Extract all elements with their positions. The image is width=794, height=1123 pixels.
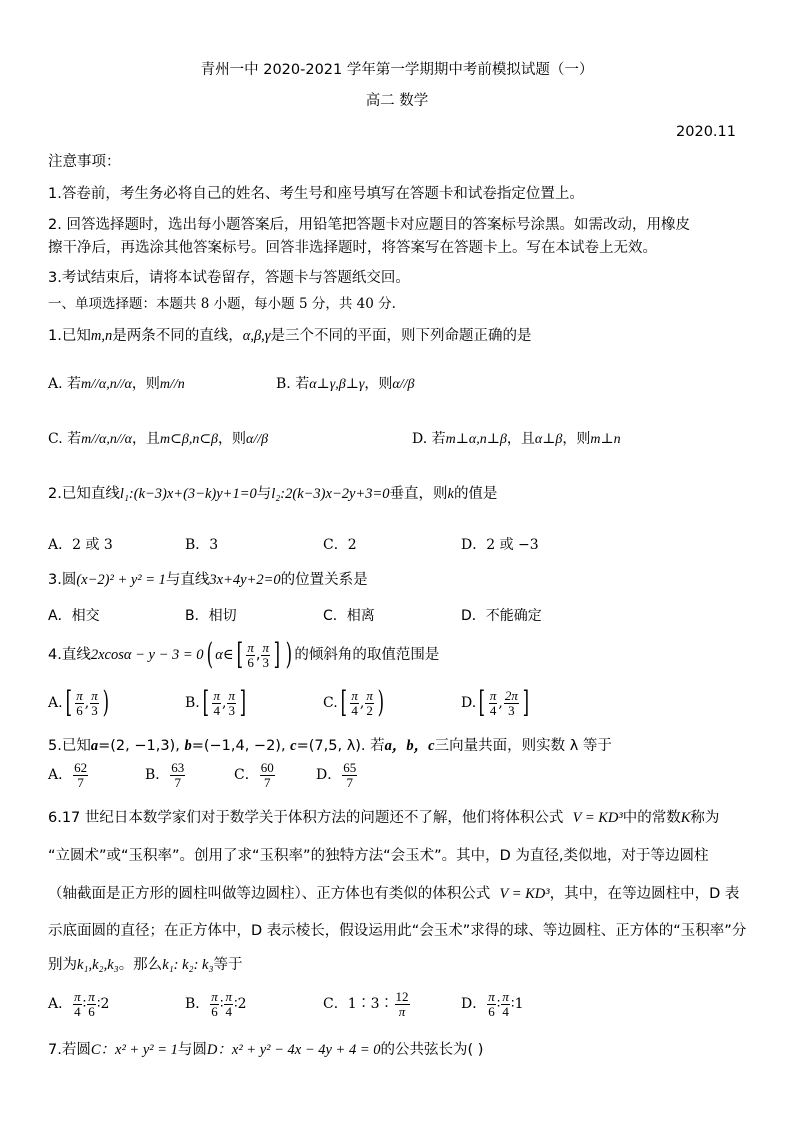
q3-option-c[interactable]: C．相离	[323, 608, 375, 624]
q1-option-d[interactable]: D. 若m⊥α,n⊥β，且α⊥β，则m⊥n	[412, 431, 621, 447]
q5-option-a[interactable]: A． $\frac{62}{7}$	[48, 759, 88, 790]
section-heading: 一、单项选择题：本题共 8 小题，每小题 5 分，共 40 分.	[48, 296, 396, 312]
notice-item-2-line-1: 2. 回答选择题时，选出每小题答案后，用铅笔把答题卡对应题目的答案标号涂黑。如需改动，用橡皮	[48, 217, 690, 233]
q3-option-d[interactable]: D．不能确定	[461, 608, 542, 624]
question-6-line-1: 6.17 世纪日本数学家们对于数学关于体积方法的问题还不了解，他们将体积公式 V = KD³中的常数K称为	[48, 810, 720, 826]
q4-option-a[interactable]: A.[ $\frac{\pi}{6}$ , $\frac{\pi}{3}$ )	[48, 685, 109, 720]
question-2: 2.已知直线l₁:(k−3)x+(3−k)y+1=0与l₂:2(k−3)x−2y+3=0垂直，则k的值是	[48, 486, 498, 502]
notice-item-1: 1.答卷前，考生务必将自己的姓名、考生号和座号填写在答题卡和试卷指定位置上。	[48, 186, 584, 202]
q6-option-a[interactable]: A． $\frac{\pi}{4}$ ∶ $\frac{\pi}{6}$ ∶2	[48, 988, 110, 1019]
question-1: 1.已知m,n是两条不同的直线，α,β,γ是三个不同的平面，则下列命题正确的是	[48, 328, 532, 344]
exam-title: 青州一中 2020-2021 学年第一学期期中考前模拟试题（一）	[200, 62, 594, 78]
q1-option-b[interactable]: B. 若α⊥γ,β⊥γ，则α//β	[276, 376, 415, 392]
notice-item-2-line-2: 擦干净后，再选涂其他答案标号。回答非选择题时，将答案写在答题卡上。写在本试卷上无效。	[48, 240, 657, 256]
q1-option-c[interactable]: C. 若m//α,n//α，且m⊂β,n⊂β，则α//β	[48, 431, 269, 447]
q5-option-d[interactable]: D． $\frac{65}{7}$	[316, 759, 357, 790]
q2-option-c[interactable]: C．2	[323, 537, 357, 553]
q6-option-d[interactable]: D． $\frac{\pi}{6}$ ∶ $\frac{\pi}{4}$ ∶1	[461, 988, 524, 1019]
q2-option-a[interactable]: A．2 或 3	[48, 537, 113, 553]
question-6-line-3: （轴截面是正方形的圆柱叫做等边圆柱）、正方体也有类似的体积公式 V = KD³，其中，在等边圆柱中，D 表	[48, 886, 740, 902]
q4-option-c[interactable]: C.[ $\frac{\pi}{4}$ , $\frac{\pi}{2}$ )	[323, 685, 384, 720]
question-5: 5.已知a=(2, −1,3), b=(−1,4, −2), c=(7,5, λ). 若a，b，c三向量共面，则实数 λ 等于	[48, 738, 612, 754]
q4-option-b[interactable]: B.[ $\frac{\pi}{4}$ , $\frac{\pi}{3}$ ]	[185, 685, 247, 720]
question-4: 4.直线2xcosα − y − 3 = 0( α∈[ $\frac{\pi}{6}$ , $\frac{\pi}{3}$ ] ) 的倾斜角的取值范围是	[48, 637, 440, 672]
q6-option-b[interactable]: B． $\frac{\pi}{6}$ ∶ $\frac{\pi}{4}$ ∶2	[185, 988, 247, 1019]
notice-heading: 注意事项：	[48, 154, 121, 170]
exam-date: 2020.11	[676, 124, 736, 140]
question-6-line-4: 示底面圆的直径；在正方体中，D 表示棱长，假设运用此“会玉术”求得的球、等边圆柱、正方体的“玉积率”分	[48, 923, 747, 939]
q3-option-b[interactable]: B．相切	[185, 608, 237, 624]
question-7: 7.若圆C：x² + y² = 1与圆D：x² + y² − 4x − 4y + 4 = 0的公共弦长为( )	[48, 1042, 484, 1058]
q3-option-a[interactable]: A．相交	[48, 608, 100, 624]
notice-item-3: 3.考试结束后，请将本试卷留存，答题卡与答题纸交回。	[48, 270, 410, 286]
q5-option-c[interactable]: C． $\frac{60}{7}$	[234, 759, 274, 790]
q4-option-d[interactable]: D.[ $\frac{\pi}{4}$ , $\frac{2\pi}{3}$ ]	[461, 685, 529, 720]
question-3: 3.圆(x−2)² + y² = 1与直线3x+4y+2=0的位置关系是	[48, 572, 368, 588]
q1-option-a[interactable]: A. 若m//α,n//α，则m//n	[48, 376, 185, 392]
q2-option-d[interactable]: D．2 或 −3	[461, 537, 539, 553]
q2-option-b[interactable]: B．3	[185, 537, 219, 553]
q6-option-c[interactable]: C．1∶3∶ $\frac{12}{\pi}$	[323, 988, 409, 1019]
question-6-line-5: 别为k₁,k₂,k₃。那么k₁: k₂: k₃等于	[48, 957, 243, 973]
question-6-line-2: “立圆术”或“玉积率”。创用了求“玉积率”的独特方法“会玉术”。其中，D 为直径,类似地，对于等边圆柱	[48, 848, 709, 864]
q5-option-b[interactable]: B． $\frac{63}{7}$	[145, 759, 185, 790]
exam-subtitle: 高二 数学	[365, 93, 429, 109]
